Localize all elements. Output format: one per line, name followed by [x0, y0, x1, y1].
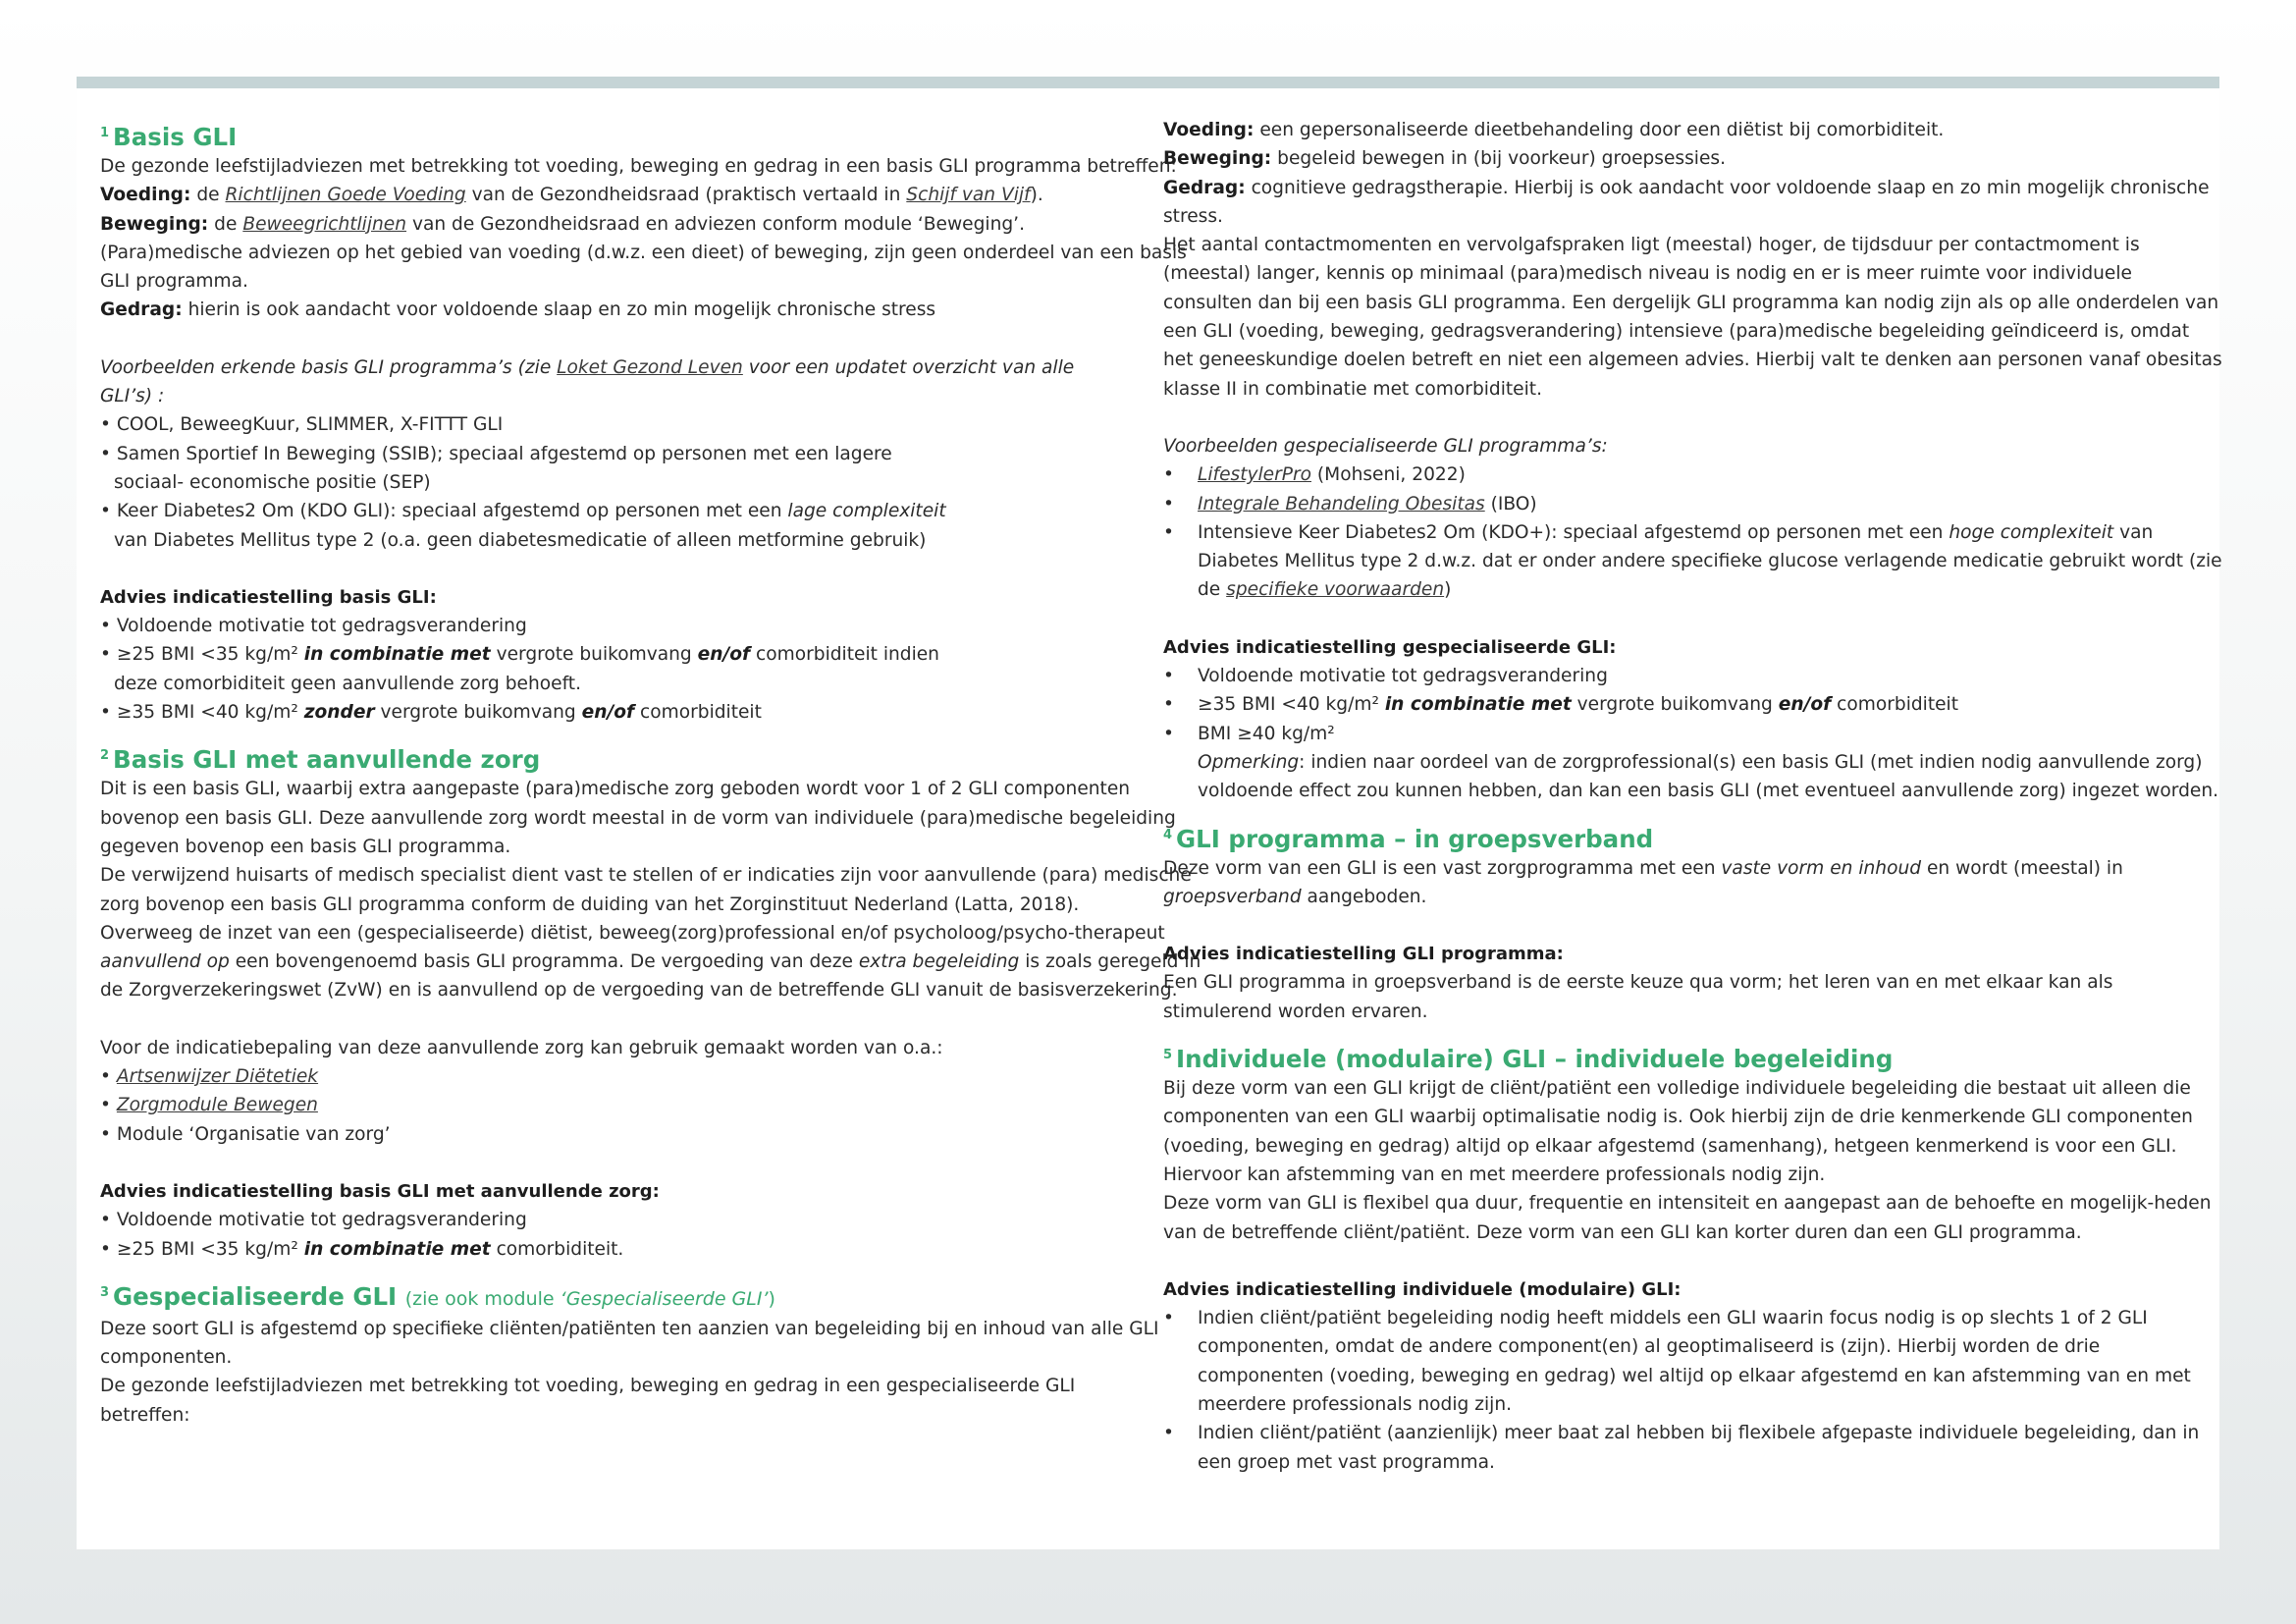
s2-p1: Dit is een basis GLI, waarbij extra aangepaste (para)medische zorg geboden wordt voor 1 of 2 GLI componenten bovenop een basis GLI. Deze aanvullende zorg wordt meestal in de vorm van individuele (para)medische begeleiding gegeven bovenop een basis GLI programma. — [100, 779, 1176, 857]
section-title: Basis GLI met aanvullende zorg — [113, 745, 541, 775]
s2-p2: De verwijzend huisarts of medisch specialist dient vast te stellen of er indicaties zijn voor aanvullende (para) medische zorg bovenop een basis GLI programma conform de duiding van het Zorginstituut Nederland (Latta, 2018). — [100, 865, 1192, 915]
s5-p2: Deze vorm van GLI is flexibel qua duur, frequentie en intensiteit en aangepast aan de behoefte en mogelijk-heden van de betreffende cliënt/patiënt. Deze vorm van een GLI kan korter duren dan een GLI programma. — [1163, 1193, 2212, 1243]
footnote-number: 1 — [100, 126, 110, 140]
s3-beweging: Beweging: begeleid bewegen in (bij voorkeur) groepsessies. — [1163, 148, 1727, 170]
link-beweegrichtlijnen[interactable]: Beweegrichtlijnen — [242, 213, 407, 235]
list-item — [100, 1091, 1214, 1119]
list-item: • Indien cliënt/patiënt begeleiding nodig heeft middels een GLI waarin focus nodig is op slechts 1 of 2 GLI componenten, omdat de andere component(en) al geoptimaliseerd is (zijn). Hierbij worden de drie componenten (voeding, beweging en gedrag) wel altijd op elkaar afgestemd en kan afstemming van en met meerdere professionals nodig zijn. — [1198, 1304, 2223, 1419]
list-item: • ≥35 BMI <40 kg/m² zonder vergrote buikomvang en/of comorbiditeit — [100, 698, 1214, 727]
s3-p1: Deze soort GLI is afgestemd op specifieke cliënten/patiënten ten aanzien van begeleiding bij en inhoud van alle GLI componenten. — [100, 1318, 1159, 1369]
s1-gedrag: Gedrag: hierin is ook aandacht voor voldoende slaap en zo min mogelijk chronische stress — [100, 299, 936, 321]
link-specifieke-voorwaarden[interactable]: specifieke voorwaarden — [1226, 579, 1445, 601]
list-item: • ≥25 BMI <35 kg/m² in combinatie met vergrote buikomvang en/of comorbiditeit indien deze comorbiditeit geen aanvullende zorg behoeft. — [100, 640, 1214, 698]
s1-advies-title: Advies indicatiestelling basis GLI: — [100, 586, 437, 608]
s3-p2: De gezonde leefstijladviezen met betrekking tot voeding, beweging en gedrag in een gespecialiseerde GLI betreffen: — [100, 1376, 1076, 1426]
s1-examples-list — [100, 410, 1214, 554]
section-title: Gespecialiseerde GLI — [113, 1281, 398, 1311]
s2-p3: Overweeg de inzet van een (gespecialiseerde) diëtist, beweeg(zorg)professional en/of psycholoog/psycho-therapeut aanvullend op een bovengenoemd basis GLI programma. De vergoeding van deze extra begeleiding is zoals geregeld in de Zorgverzekeringswet (ZvW) en is aanvullend op de vergoeding van de betreffende GLI vanuit de basisverzekering. — [100, 922, 1201, 1001]
footnote-number: 2 — [100, 748, 110, 764]
s1-examples-intro: Voorbeelden erkende basis GLI programma’s (zie Loket Gezond Leven voor een updatet overzicht van alle GLI’s) : — [100, 356, 1075, 407]
section-title: GLI programma – in groepsverband — [1176, 824, 1654, 853]
s4-advies-title: Advies indicatiestelling GLI programma: — [1163, 944, 1564, 965]
list-item: • Integrale Behandeling Obesitas (IBO) — [1198, 490, 2223, 518]
s1-intro: De gezonde leefstijladviezen met betrekking tot voeding, beweging en gedrag in een basis GLI programma betreffen: — [100, 156, 1177, 177]
s3-examples-title: Voorbeelden gespecialiseerde GLI programma’s: — [1163, 435, 1608, 457]
s1-advies-list — [100, 612, 1214, 727]
s4-advies-text: Een GLI programma in groepsverband is de eerste keuze qua vorm; het leren van en met elkaar kan als stimulerend worden ervaren. — [1163, 972, 2113, 1022]
s1-beweging: Beweging: de Beweegrichtlijnen van de Gezondheidsraad en adviezen conform module ‘Beweging’. — [100, 213, 1025, 235]
list-item — [100, 1062, 1214, 1091]
list-item: • Voldoende motivatie tot gedragsverandering — [1198, 662, 2223, 690]
section-title: Basis GLI — [113, 123, 238, 151]
list-item: • LifestylerPro (Mohseni, 2022) — [1198, 460, 2223, 489]
s5-p1: Bij deze vorm van een GLI krijgt de cliënt/patiënt een volledige individuele begeleiding die bestaat uit alleen die componenten van een GLI waarbij optimalisatie nodig is. Ook hierbij zijn de drie kenmerkende GLI componenten (voeding, beweging en gedrag) altijd op elkaar afgestemd (samenhang), hetgeen kenmerkend is voor een GLI. Hiervoor kan afstemming van en met meerdere professionals nodig zijn. — [1163, 1078, 2193, 1185]
link-artsenwijzer-dietetiek[interactable]: Artsenwijzer Diëtetiek — [116, 1066, 319, 1088]
list-item: • ≥25 BMI <35 kg/m² in combinatie met comorbiditeit. — [100, 1235, 1214, 1264]
list-item: • Indien cliënt/patiënt (aanzienlijk) meer baat zal hebben bij flexibele afgepaste individuele begeleiding, dan in een groep met vast programma. — [1198, 1419, 2223, 1477]
section-title: Individuele (modulaire) GLI – individuele begeleiding — [1176, 1045, 1894, 1074]
link-lifestylerpro[interactable]: LifestylerPro — [1198, 464, 1311, 486]
list-item: • Voldoende motivatie tot gedragsverandering — [100, 1206, 1214, 1234]
section-3-heading — [100, 1277, 1214, 1315]
right-column — [1163, 116, 2223, 1477]
list-item: • Samen Sportief In Beweging (SSIB); speciaal afgestemd op personen met een lagere sociaal- economische positie (SEP) — [100, 440, 1214, 498]
link-schijf-van-vijf[interactable]: Schijf van Vijf — [906, 185, 1031, 206]
s2-p4: Voor de indicatiebepaling van deze aanvullende zorg kan gebruik gemaakt worden van o.a.: — [100, 1037, 943, 1058]
footnote-number: 3 — [100, 1284, 110, 1300]
section-1-heading — [100, 118, 1214, 152]
list-item: • COOL, BeweegKuur, SLIMMER, X-FITTT GLI — [100, 410, 1214, 439]
link-richtlijnen-goede-voeding[interactable]: Richtlijnen Goede Voeding — [225, 185, 466, 206]
s5-advies-list — [1163, 1304, 2223, 1477]
section-2-heading — [100, 740, 1214, 775]
list-item: • ≥35 BMI <40 kg/m² in combinatie met vergrote buikomvang en/of comorbiditeit — [1198, 690, 2223, 719]
s5-advies-title: Advies indicatiestelling individuele (modulaire) GLI: — [1163, 1278, 1682, 1300]
left-column — [100, 118, 1214, 1430]
link-loket-gezond-leven[interactable]: Loket Gezond Leven — [557, 356, 743, 378]
link-integrale-behandeling-obesitas[interactable]: Integrale Behandeling Obesitas — [1198, 493, 1485, 514]
section-3-note: (zie ook module ‘Gespecialiseerde GLI’) — [404, 1287, 775, 1310]
list-item: • Module ‘Organisatie van zorg’ — [100, 1120, 1214, 1149]
section-4-heading — [1163, 820, 2223, 854]
footnote-number: 4 — [1163, 827, 1173, 842]
s2-advies-list — [100, 1206, 1214, 1264]
s3-p3: Het aantal contactmomenten en vervolgafspraken ligt (meestal) hoger, de tijdsduur per contactmoment is (meestal) langer, kennis op minimaal (para)medisch niveau is nodig en er is meer ruimte voor individuele consulten dan bij een basis GLI programma. Een dergelijk GLI programma kan nodig zijn als op alle onderdelen van een GLI (voeding, beweging, gedragsverandering) intensieve (para)medische begeleiding geïndiceerd is, omdat het geneeskundige doelen betreft en niet een algemeen advies. Hierbij valt te denken aan personen vanaf obesitas klasse II in combinatie met comorbiditeit. — [1163, 235, 2222, 400]
s4-p1: Deze vorm van een GLI is een vast zorgprogramma met een vaste vorm en inhoud en wordt (meestal) in groepsverband aangeboden. — [1163, 857, 2123, 907]
section-5-heading — [1163, 1040, 2223, 1074]
s2-tools-list — [100, 1062, 1214, 1149]
s3-gedrag: Gedrag: cognitieve gedragstherapie. Hierbij is ook aandacht voor voldoende slaap en zo min mogelijk chronische stress. — [1163, 177, 2210, 227]
footnote-number: 5 — [1163, 1048, 1173, 1063]
s1-voeding: Voeding: de Richtlijnen Goede Voeding van de Gezondheidsraad (praktisch vertaald in Schijf van Vijf). — [100, 185, 1043, 206]
link-zorgmodule-bewegen[interactable]: Zorgmodule Bewegen — [116, 1095, 318, 1116]
s3-advies-title: Advies indicatiestelling gespecialiseerde GLI: — [1163, 636, 1617, 658]
list-item: • BMI ≥40 kg/m² Opmerking: indien naar oordeel van de zorgprofessional(s) een basis GLI (met indien nodig aanvullende zorg) voldoende effect zou kunnen hebben, dan kan een basis GLI (met eventueel aanvullende zorg) ingezet worden. — [1198, 720, 2223, 806]
list-item: • Intensieve Keer Diabetes2 Om (KDO+): speciaal afgestemd op personen met een hoge complexiteit van Diabetes Mellitus type 2 d.w.z. dat er onder andere specifieke glucose verlagende medicatie gebruikt wordt (zie de specifieke voorwaarden) — [1198, 518, 2223, 605]
list-item: • Keer Diabetes2 Om (KDO GLI): speciaal afgestemd op personen met een lage complexiteit van Diabetes Mellitus type 2 (o.a. geen diabetesmedicatie of alleen metformine gebruik) — [100, 497, 1214, 555]
s2-advies-title: Advies indicatiestelling basis GLI met aanvullende zorg: — [100, 1180, 660, 1202]
s3-advies-list — [1163, 662, 2223, 805]
s3-examples-list — [1163, 460, 2223, 604]
s1-para: (Para)medische adviezen op het gebied van voeding (d.w.z. een dieet) of beweging, zijn geen onderdeel van een basis GLI programma. — [100, 242, 1187, 293]
top-accent-bar — [77, 77, 2219, 88]
s3-voeding: Voeding: een gepersonaliseerde dieetbehandeling door een diëtist bij comorbiditeit. — [1163, 120, 1945, 140]
document-page — [77, 77, 2222, 1549]
list-item: • Voldoende motivatie tot gedragsverandering — [100, 612, 1214, 640]
